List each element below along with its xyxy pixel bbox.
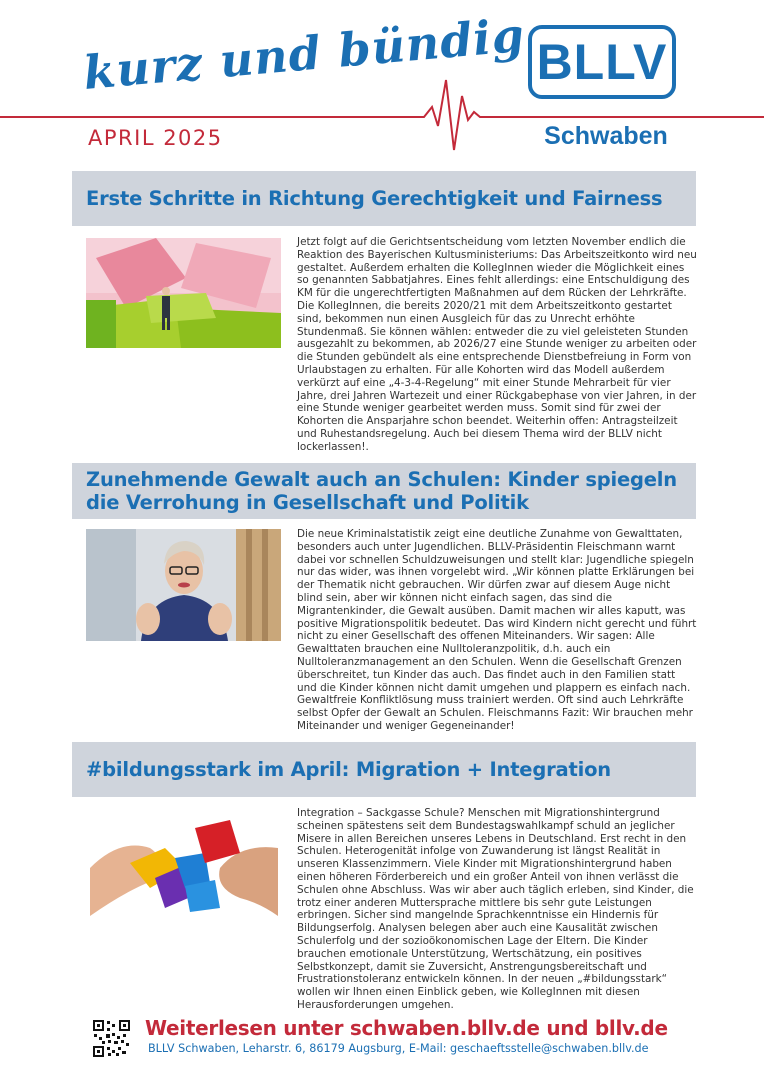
newsletter-title: kurz und bündig xyxy=(81,7,527,101)
read-more-link[interactable]: Weiterlesen unter schwaben.bllv.de und bllv.de xyxy=(145,1016,668,1040)
section-bar-1 xyxy=(72,171,696,226)
issue-date: APRIL 2025 xyxy=(88,126,223,150)
article-3-body: Integration – Sackgasse Schule? Menschen mit Migrationshintergrund scheinen spätestens seit dem Bundestagswahlkampf schuld an jeglicher Misere in allen Bereichen unseres Lebens in Deutschland. Erst recht in den Schulen. Heterogenität infolge von Zuwanderung ist längst Realität in unseren Klassenzimmern. Viele Kinder mit Migrationshintergrund haben einen höheren Förderbereich und ein großer Anteil von ihnen verlässt die Schulen ohne Abschluss. Was wir aber auch täglich erleben, sind Kinder, die trotz einer anderen Muttersprache mittlere bis sehr gute Leistungen erbringen. Sicher sind mangelnde Sprachkenntnisse ein Hindernis für Bildungserfolg. Analysen belegen aber auch eine Kausalität zwischen Schulerfolg und der sozioökonomischen Lage der Eltern. Die Kinder brauchen emotionale Unterstützung, Wertschätzung, ein positives Selbstkonzept, damit sie Zuversicht, Anstrengungsbereitschaft und Frustrationstoleranz entwickeln können. In der neuen „#bildungsstark“ wollen wir Ihnen einen Einblick geben, wie KollegInnen mit diesen Herausforderungen umgehen. xyxy=(297,807,694,1011)
qr-code xyxy=(93,1020,130,1057)
section-bar-3 xyxy=(72,742,696,797)
article-2-body: Die neue Kriminalstatistik zeigt eine deutliche Zunahme von Gewalttaten, besonders auch unter Jugendlichen. BLLV-Präsidentin Fleischmann warnt dabei vor schnellen Schuldzuweisungen und stellt klar: Jugendliche spiegeln nur das wider, was ihnen vorgelebt wird. „Wir können platte Erklärungen bei der Thematik nicht gebrauchen. Wir dürfen zwar auf diesem Auge nicht blind sein, aber wir können nicht einfach sagen, das sind die Migrantenkinder, die Gewalt ausüben. Damit machen wir alles kaputt, was positive Migrationspolitik bedeutet. Das wird Kindern nicht gerecht und führt nicht zu einer Gesellschaft des offenen Miteinanders. Wir sagen: Alle Gewalttaten brauchen eine Nulltoleranzpolitik, d.h. auch ein Nulltoleranzmanagement an den Schulen. Wenn die Gesellschaft Grenzen überschreitet, tun Kinder das auch. Das findet auch in den Familien statt und die Kinder können nicht damit umgehen und plappern es einfach nach. Gewaltfreie Konfliktlösung muss trainiert werden. Oft sind auch Lehrkräfte selbst Opfer der Gewalt an Schulen. Fleischmanns Fazit: Wir brauchen mehr Miteinander und weniger Gegeneinander! xyxy=(297,528,697,732)
headline-1: Erste Schritte in Richtung Gerechtigkeit und Fairness xyxy=(86,187,663,210)
region-label: Schwaben xyxy=(544,122,668,150)
figure-on-blocks-photo xyxy=(86,238,281,348)
speaker-portrait-photo xyxy=(86,529,281,641)
hands-holding-puzzle-cubes-photo xyxy=(90,808,278,916)
logo-text: BLLV xyxy=(536,34,668,90)
headline-3: #bildungsstark im April: Migration + Integration xyxy=(86,758,611,781)
masthead xyxy=(0,0,764,170)
bllv-logo xyxy=(528,25,676,99)
contact-address: BLLV Schwaben, Leharstr. 6, 86179 Augsburg, E-Mail: geschaeftsstelle@schwaben.bllv.de xyxy=(148,1042,649,1055)
headline-2: Zunehmende Gewalt auch an Schulen: Kinder spiegeln die Verrohung in Gesellschaft und Politik xyxy=(86,468,677,514)
article-1-body: Jetzt folgt auf die Gerichtsentscheidung vom letzten November endlich die Reaktion des Bayerischen Kultusministeriums: Das Arbeitszeitkonto wird neu gestaltet. Außerdem erhalten die KollegInnen wieder die Möglichkeit eines so genannten Sabbatjahres. Eines fehlt allerdings: eine Entschuldigung des KM für die ungerechtfertigten Maßnahmen auf dem Rücken der Lehrkräfte. Die KollegInnen, die bereits 2020/21 mit dem Arbeitszeitkonto gestartet sind, bekommen nun einen Ausgleich für das zu Unrecht erhöhte Stundenmaß. Sie können wählen: entweder die zu viel geleisteten Stunden ausgezahlt zu bekommen, ab 2026/27 eine Stunde weniger zu arbeiten oder die Stunden gebündelt als eine entsprechende Dienstbefreiung in Form von Urlaubstagen zu erhalten. Für alle Kohorten wird das Modell außerdem verkürzt auf eine „4-3-4-Regelung“ mit einer Stunde Mehrarbeit für vier Jahre, drei Jahren Wartezeit und einer Rückgabephase von vier Jahren, in der eine Stunde weniger gearbeitet werden muss. Somit sind für zwei der Kohorten die Ansparjahre schon beendet. Weiterhin offen: Antragsteilzeit und Ruhestandsregelung. Auch bei diesem Thema wird der BLLV nicht lockerlassen!. xyxy=(297,236,697,453)
section-bar-2 xyxy=(72,463,696,519)
